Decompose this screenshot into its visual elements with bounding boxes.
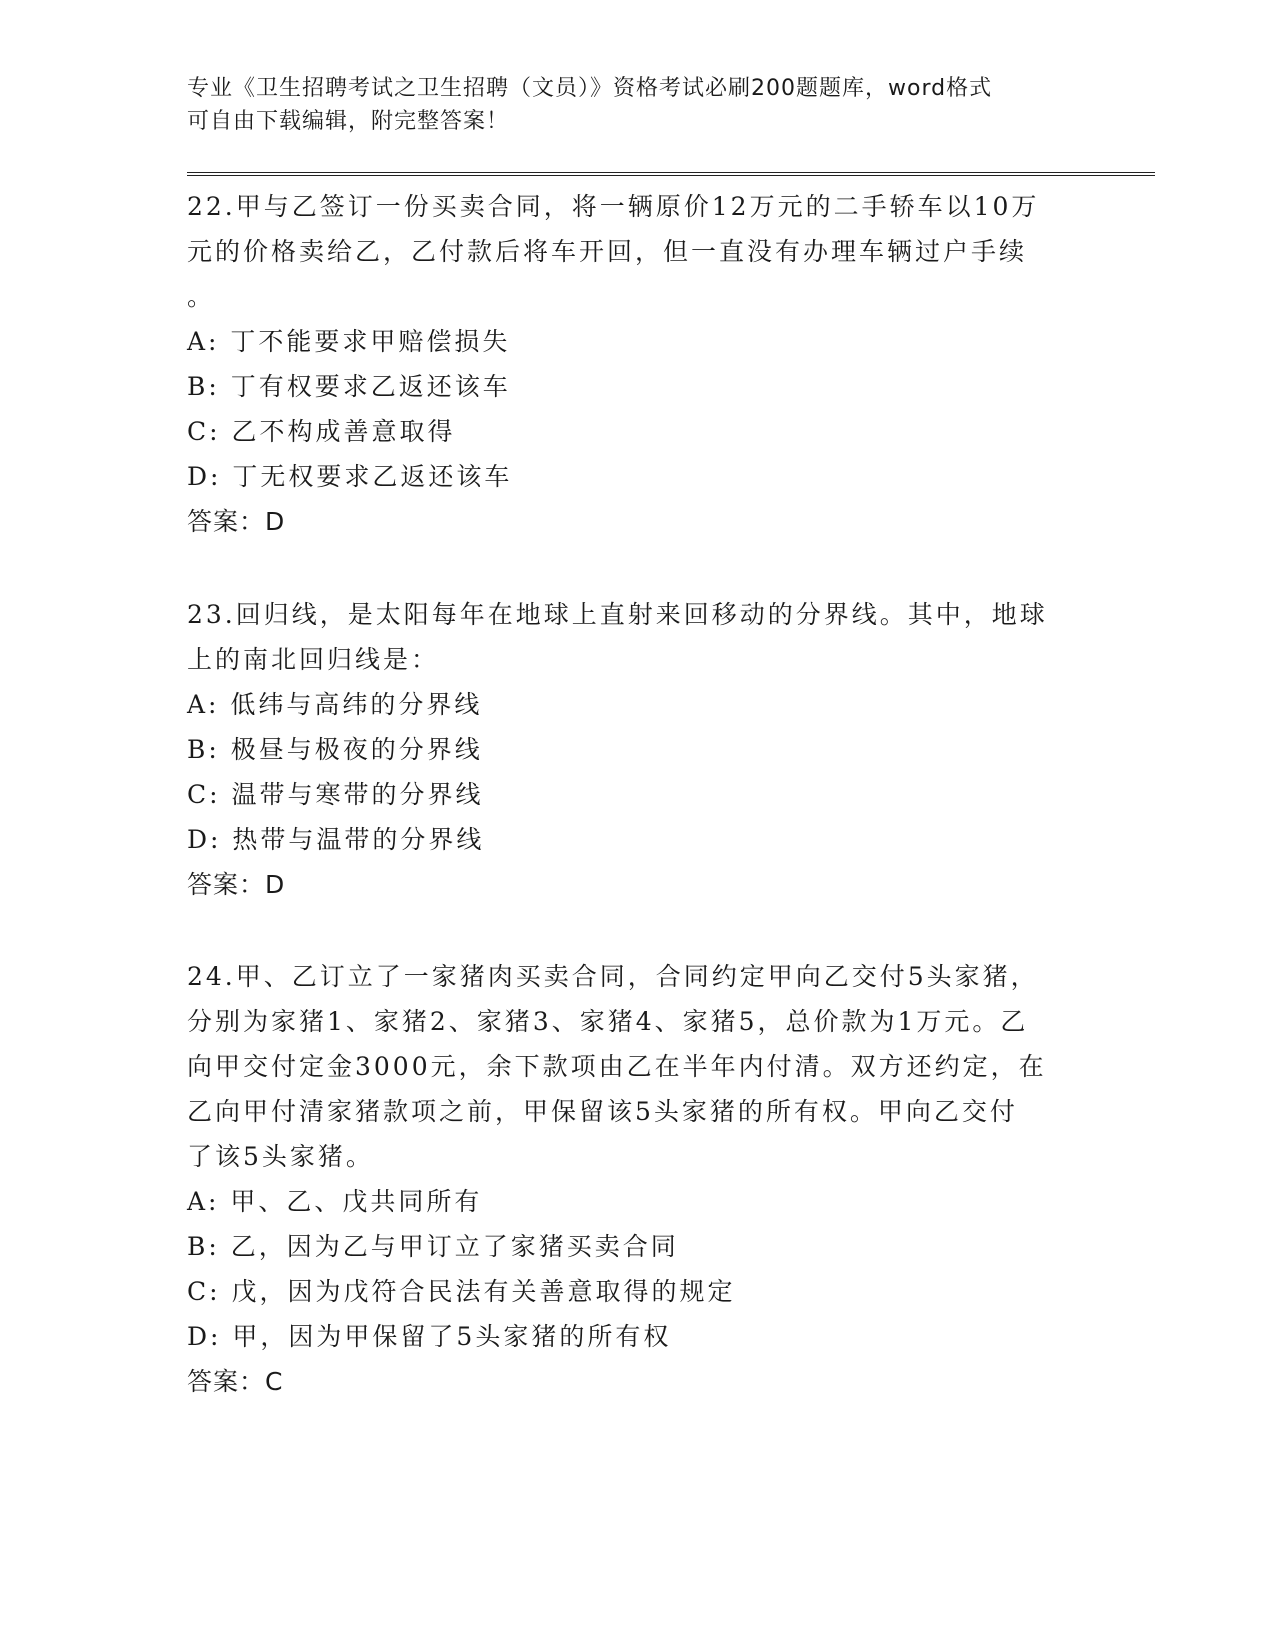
question-line: 了该5头家猪。 xyxy=(187,1142,374,1171)
option-d: D: 丁无权要求乙返还该车 xyxy=(187,462,513,491)
option-a: A: 丁不能要求甲赔偿损失 xyxy=(187,327,511,356)
question-line: 元的价格卖给乙，乙付款后将车开回，但一直没有办理车辆过户手续 xyxy=(187,237,1028,266)
question-line: 24.甲、乙订立了一家猪肉买卖合同，合同约定甲向乙交付5头家猪， xyxy=(187,962,1039,991)
question-line: 分别为家猪1、家猪2、家猪3、家猪4、家猪5，总价款为1万元。乙 xyxy=(187,1007,1029,1036)
question-line: 上的南北回归线是： xyxy=(187,645,440,674)
question-line: 23.回归线，是太阳每年在地球上直射来回移动的分界线。其中，地球 xyxy=(187,600,1048,629)
option-d: D: 甲，因为甲保留了5头家猪的所有权 xyxy=(187,1322,672,1351)
question-text xyxy=(187,954,1157,1179)
document-header xyxy=(187,72,1157,138)
question-22 xyxy=(187,184,1157,545)
answer: 答案：D xyxy=(187,870,286,899)
option-b: B: 极昼与极夜的分界线 xyxy=(187,735,483,764)
header-line-1: 专业《卫生招聘考试之卫生招聘（文员）》资格考试必刷200题题库，word格式 xyxy=(187,76,993,101)
option-d: D: 热带与温带的分界线 xyxy=(187,825,485,854)
header-divider xyxy=(187,172,1155,176)
question-text xyxy=(187,184,1157,319)
question-line: 22.甲与乙签订一份买卖合同，将一辆原价12万元的二手轿车以10万 xyxy=(187,192,1040,221)
question-text xyxy=(187,592,1157,682)
option-a: A: 甲、乙、戊共同所有 xyxy=(187,1187,483,1216)
question-line: 。 xyxy=(187,282,216,311)
question-line: 向甲交付定金3000元，余下款项由乙在半年内付清。双方还约定，在 xyxy=(187,1052,1047,1081)
answer: 答案：D xyxy=(187,507,286,536)
option-b: B: 乙，因为乙与甲订立了家猪买卖合同 xyxy=(187,1232,679,1261)
header-line-2: 可自由下载编辑，附完整答案！ xyxy=(187,109,510,134)
option-a: A: 低纬与高纬的分界线 xyxy=(187,690,483,719)
option-b: B: 丁有权要求乙返还该车 xyxy=(187,372,511,401)
answer: 答案：C xyxy=(187,1367,284,1396)
option-c: C: 戊，因为戊符合民法有关善意取得的规定 xyxy=(187,1277,736,1306)
question-24 xyxy=(187,954,1157,1405)
question-line: 乙向甲付清家猪款项之前，甲保留该5头家猪的所有权。甲向乙交付 xyxy=(187,1097,1018,1126)
document-page xyxy=(187,72,1157,1405)
question-23 xyxy=(187,592,1157,908)
option-c: C: 乙不构成善意取得 xyxy=(187,417,456,446)
option-c: C: 温带与寒带的分界线 xyxy=(187,780,484,809)
